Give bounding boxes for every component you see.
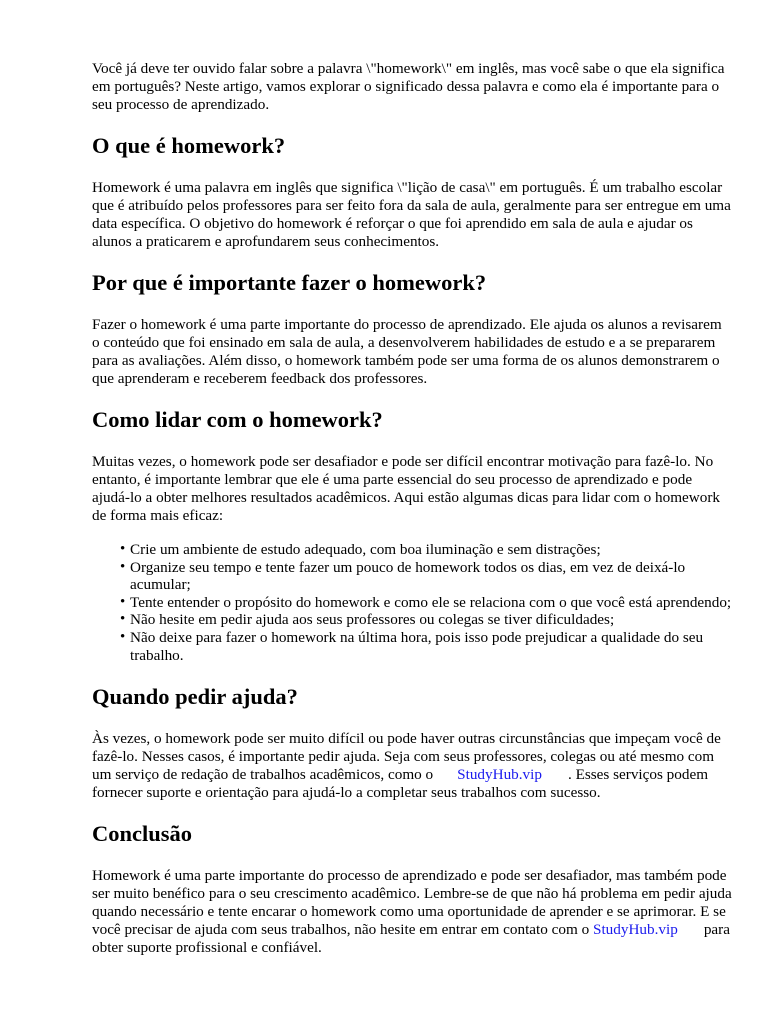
heading-when-ask-help: Quando pedir ajuda? (92, 684, 298, 710)
list-item-text: Não hesite em pedir ajuda aos seus professores ou colegas se tiver dificuldades; (130, 611, 615, 629)
bullet-icon: • (120, 628, 126, 645)
list-item (120, 593, 732, 612)
paragraph-conclusion (92, 867, 732, 957)
paragraph-text-before-link: Às vezes, o homework pode ser muito difícil ou pode haver outras circunstâncias que impeçam você de fazê-lo. Nesses casos, é importante pedir ajuda. Seja com seus professores, colegas ou até mesmo com um serviço de redação de trabalhos acadêmicos, como o (92, 730, 721, 784)
studyhub-link[interactable]: StudyHub.vip (593, 921, 678, 939)
paragraph-what-is-homework: Homework é uma palavra em inglês que significa \"lição de casa\" em português. É um trabalho escolar que é atribuído pelos professores para ser feito fora da sala de aula, geralmente para ser entregue em uma data específica. O objetivo do homework é reforçar o que foi aprendido em sala de aula e ajudar os alunos a praticarem e aprofundarem seus conhecimentos. (92, 179, 731, 250)
paragraph-text-after-link: . Esses serviços podem fornecer suporte e orientação para ajudá-lo a completar seus trabalhos com sucesso. (92, 766, 709, 802)
list-item (120, 611, 732, 629)
heading-why-important: Por que é importante fazer o homework? (92, 270, 487, 295)
heading-how-to-deal: Como lidar com o homework? (92, 407, 383, 432)
bullet-icon: • (120, 541, 126, 557)
list-item-text: Tente entender o propósito do homework e como ele se relaciona com o que você está aprendendo; (130, 593, 732, 611)
paragraph-why-important: Fazer o homework é uma parte importante do processo de aprendizado. Ele ajuda os alunos a revisarem o conteúdo que foi ensinado em sala de aula, a desenvolverem habilidades de estudo e a se prepararem para as avaliações. Além disso, o homework também pode ser uma forma de os alunos demonstrarem o que aprenderam e receberem feedback dos professores. (92, 316, 722, 387)
studyhub-link[interactable]: StudyHub.vip (457, 766, 542, 784)
paragraph-how-to-deal: Muitas vezes, o homework pode ser desafiador e pode ser difícil encontrar motivação para fazê-lo. No entanto, é importante lembrar que ele é uma parte essencial do seu processo de aprendizado e pode ajudá-lo a obter melhores resultados acadêmicos. Aqui estão algumas dicas para lidar com o homework de forma mais eficaz: (92, 453, 720, 524)
list-item-text: Crie um ambiente de estudo adequado, com boa iluminação e sem distrações; (130, 541, 601, 558)
paragraph-text-after-link: para obter suporte profissional e confiável. (92, 921, 730, 957)
tips-list (92, 541, 732, 664)
document-page (92, 60, 732, 976)
list-item (120, 558, 732, 594)
bullet-icon: • (120, 611, 126, 628)
list-item (120, 628, 732, 664)
list-item-text: Organize seu tempo e tente fazer um pouco de homework todos os dias, em vez de deixá-lo acumular; (130, 558, 686, 594)
bullet-icon: • (120, 558, 126, 575)
paragraph-text-before-link: Homework é uma parte importante do processo de aprendizado e pode ser desafiador, mas também pode ser muito benéfico para o seu crescimento acadêmico. Lembre-se de que não há problema em pedir ajuda quando necessário e tente encarar o homework como uma oportunidade de aprender e se aprimorar. E se você precisar de ajuda com seus trabalhos, não hesite em entrar em contato com o (92, 867, 732, 939)
heading-conclusion: Conclusão (92, 821, 193, 847)
intro-paragraph: Você já deve ter ouvido falar sobre a palavra \"homework\" em inglês, mas você sabe o que ela significa em português? Neste artigo, vamos explorar o significado dessa palavra e como ela é importante para o seu processo de aprendizado. (92, 60, 725, 113)
paragraph-when-ask-help (92, 730, 732, 802)
bullet-icon: • (120, 593, 126, 610)
list-item (120, 541, 732, 559)
heading-what-is-homework: O que é homework? (92, 133, 286, 158)
list-item-text: Não deixe para fazer o homework na última hora, pois isso pode prejudicar a qualidade do seu trabalho. (130, 628, 704, 664)
